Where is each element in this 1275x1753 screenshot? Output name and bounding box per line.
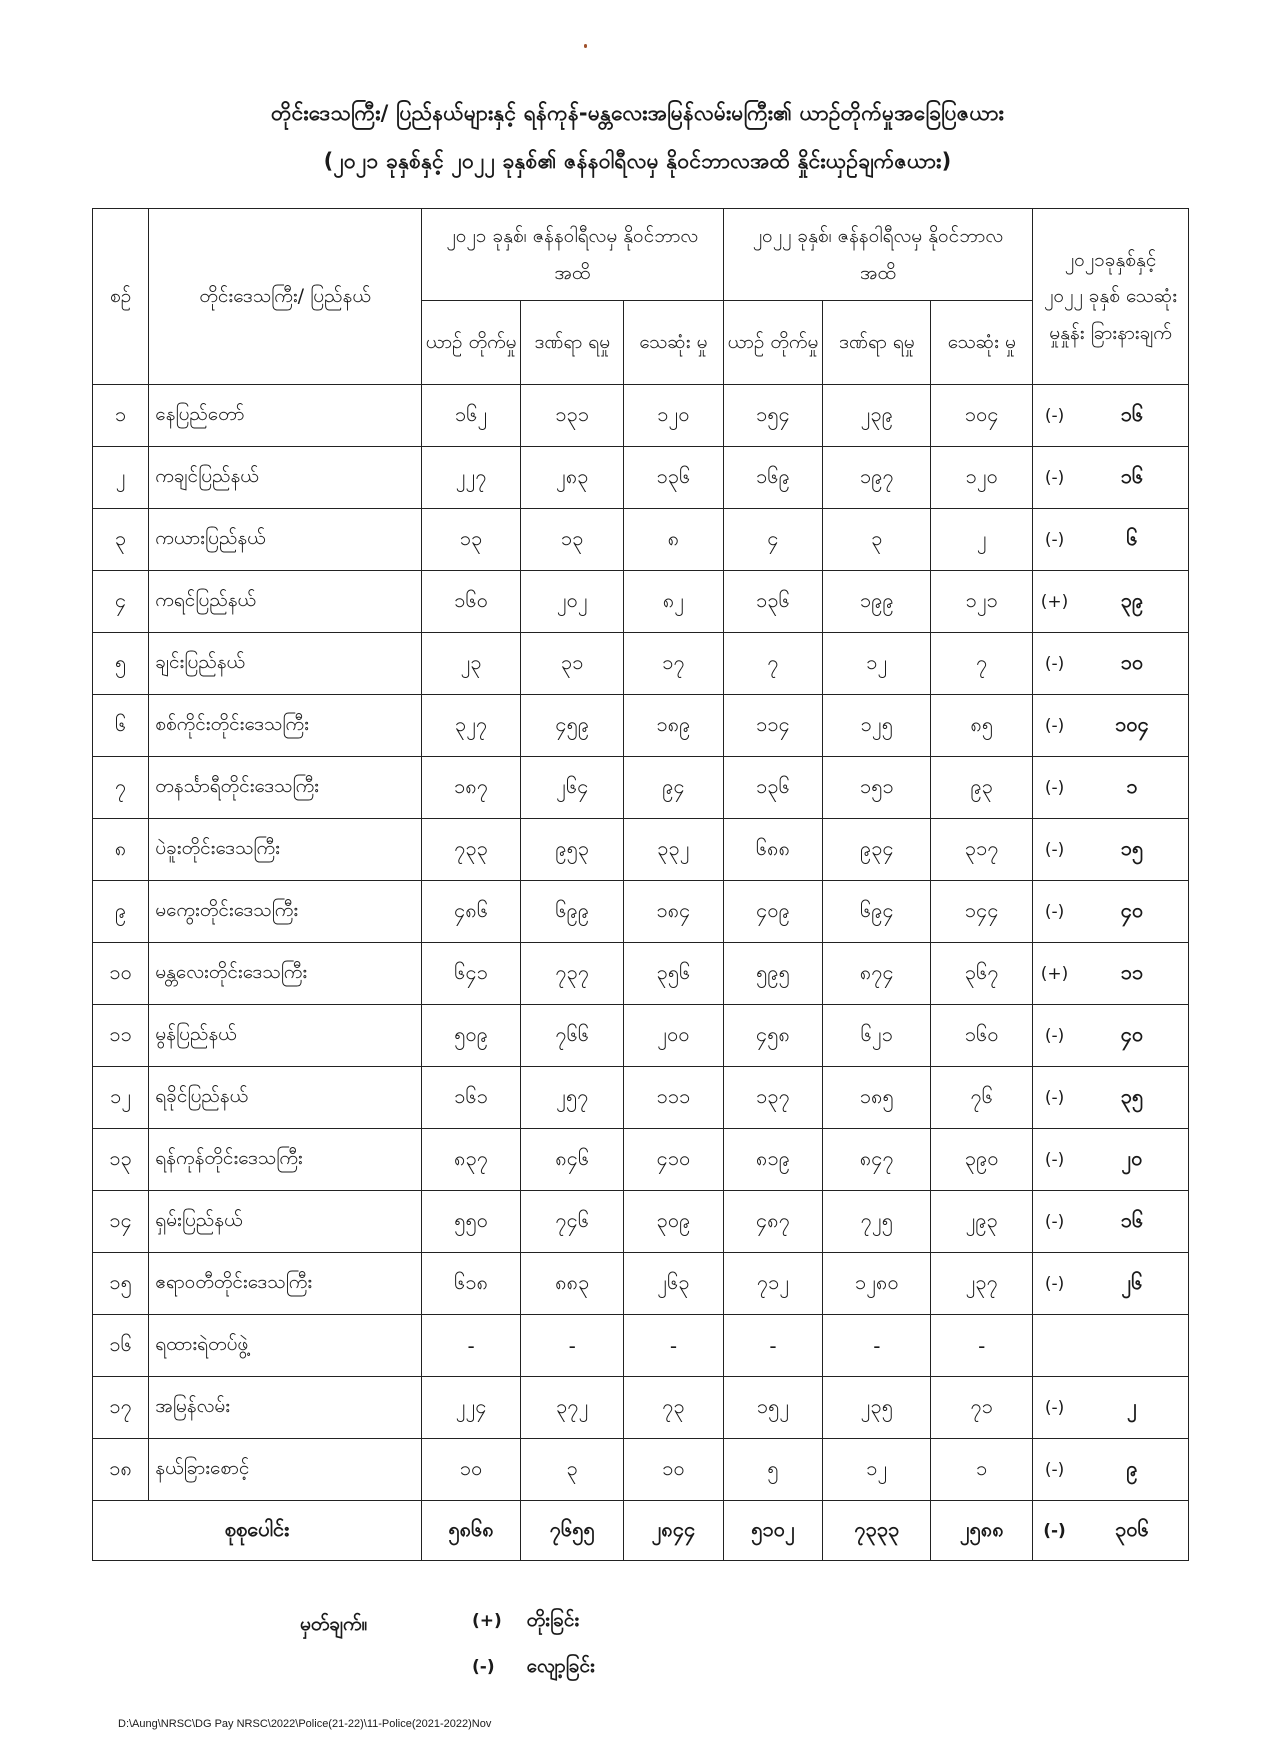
cell-death-difference: ၁၆ bbox=[1076, 447, 1189, 509]
cell-accidents-2021: ၂၂၄ bbox=[421, 1377, 521, 1439]
cell-deaths-2021: - bbox=[624, 1315, 724, 1377]
cell-change-sign: (-) bbox=[1033, 385, 1076, 447]
cell-deaths-2022: ၁၆၀ bbox=[931, 1005, 1033, 1067]
total-label: စုစုပေါင်း bbox=[93, 1501, 422, 1561]
cell-change-sign: (-) bbox=[1033, 881, 1076, 943]
cell-death-difference bbox=[1076, 1315, 1189, 1377]
table-row bbox=[93, 447, 1189, 509]
cell-deaths-2022: ၇၆ bbox=[931, 1067, 1033, 1129]
cell-no: ၁၈ bbox=[93, 1439, 149, 1501]
cell-accidents-2022: ၈၁၉ bbox=[723, 1129, 823, 1191]
cell-accidents-2021: ၈၃၇ bbox=[421, 1129, 521, 1191]
cell-death-difference: ၂၀ bbox=[1076, 1129, 1189, 1191]
cell-no: ၁၃ bbox=[93, 1129, 149, 1191]
table-row bbox=[93, 1439, 1189, 1501]
cell-no: ၉ bbox=[93, 881, 149, 943]
cell-death-difference: ၃၉ bbox=[1076, 571, 1189, 633]
cell-region: မကွေးတိုင်းဒေသကြီး bbox=[149, 881, 422, 943]
cell-region: ကယားပြည်နယ် bbox=[149, 509, 422, 571]
cell-change-sign: (+) bbox=[1033, 943, 1076, 1005]
cell-injured-2021: ၃၇၂ bbox=[521, 1377, 624, 1439]
cell-deaths-2022: ၉၃ bbox=[931, 757, 1033, 819]
cell-change-sign: (-) bbox=[1033, 695, 1076, 757]
cell-injured-2021: ၈၄၆ bbox=[521, 1129, 624, 1191]
cell-accidents-2022: ၁၃၆ bbox=[723, 757, 823, 819]
cell-change-sign: (-) bbox=[1033, 757, 1076, 819]
cell-region: စစ်ကိုင်းတိုင်းဒေသကြီး bbox=[149, 695, 422, 757]
cell-no: ၁၄ bbox=[93, 1191, 149, 1253]
cell-region: နေပြည်တော် bbox=[149, 385, 422, 447]
cell-injured-2022: ၇၂၅ bbox=[823, 1191, 931, 1253]
total-change-sign: (-) bbox=[1033, 1501, 1076, 1561]
cell-deaths-2022: ၂၉၃ bbox=[931, 1191, 1033, 1253]
cell-deaths-2021: ၈၂ bbox=[624, 571, 724, 633]
table-row bbox=[93, 633, 1189, 695]
table-row bbox=[93, 819, 1189, 881]
cell-deaths-2022: ၁၄၄ bbox=[931, 881, 1033, 943]
cell-no: ၁၀ bbox=[93, 943, 149, 1005]
cell-region: ရန်ကုန်တိုင်းဒေသကြီး bbox=[149, 1129, 422, 1191]
table-row bbox=[93, 385, 1189, 447]
legend-symbol: (+) bbox=[472, 1611, 502, 1631]
cell-injured-2021: - bbox=[521, 1315, 624, 1377]
cell-deaths-2022: ၁ bbox=[931, 1439, 1033, 1501]
cell-injured-2022: ၁၂ bbox=[823, 1439, 931, 1501]
cell-accidents-2021: ၁၆၀ bbox=[421, 571, 521, 633]
cell-accidents-2021: ၇၃၃ bbox=[421, 819, 521, 881]
table-row bbox=[93, 509, 1189, 571]
cell-no: ၁ bbox=[93, 385, 149, 447]
cell-change-sign: (-) bbox=[1033, 1439, 1076, 1501]
legend-text: တိုးခြင်း bbox=[526, 1609, 580, 1631]
cell-injured-2022: ၂၃၉ bbox=[823, 385, 931, 447]
cell-deaths-2022: ၁၀၄ bbox=[931, 385, 1033, 447]
cell-deaths-2021: ၃၅၆ bbox=[624, 943, 724, 1005]
header-period-2021: ၂၀၂၁ ခုနှစ်၊ ဇန်နဝါရီလမှ နိုဝင်ဘာလအထိ bbox=[421, 209, 723, 301]
cell-accidents-2021: ၂၃ bbox=[421, 633, 521, 695]
total-injured-2022: ၇၃၃၃ bbox=[823, 1501, 931, 1561]
cell-accidents-2021: ၁၃ bbox=[421, 509, 521, 571]
cell-accidents-2021: ၅၅၀ bbox=[421, 1191, 521, 1253]
cell-death-difference: ၂၆ bbox=[1076, 1253, 1189, 1315]
cell-region: ချင်းပြည်နယ် bbox=[149, 633, 422, 695]
header-death-difference: ၂၀၂၁ခုနှစ်နှင့် ၂၀၂၂ ခုနှစ် သေဆုံးမှုနှုန်း ခြားနားချက် bbox=[1033, 209, 1189, 385]
cell-region: တနင်္သာရီတိုင်းဒေသကြီး bbox=[149, 757, 422, 819]
cell-deaths-2022: ၃၉၀ bbox=[931, 1129, 1033, 1191]
header-accidents-2022: ယာဉ် တိုက်မှု bbox=[723, 301, 823, 385]
cell-injured-2021: ၇၄၆ bbox=[521, 1191, 624, 1253]
cell-death-difference: ၂ bbox=[1076, 1377, 1189, 1439]
cell-death-difference: ၁၁ bbox=[1076, 943, 1189, 1005]
cell-injured-2022: ၉၃၄ bbox=[823, 819, 931, 881]
cell-deaths-2021: ၂၀၀ bbox=[624, 1005, 724, 1067]
cell-region: ရခိုင်ပြည်နယ် bbox=[149, 1067, 422, 1129]
cell-deaths-2022: ၂၃၇ bbox=[931, 1253, 1033, 1315]
cell-injured-2021: ၃ bbox=[521, 1439, 624, 1501]
cell-deaths-2022: ၁၂၁ bbox=[931, 571, 1033, 633]
cell-change-sign: (-) bbox=[1033, 1005, 1076, 1067]
cell-region: ကရင်ပြည်နယ် bbox=[149, 571, 422, 633]
document-subtitle: (၂၀၂၁ ခုနှစ်နှင့် ၂၀၂၂ ခုနှစ်၏ ဇန်နဝါရီလမှ နိုဝင်ဘာလအထိ နှိုင်းယှဉ်ချက်ဇယား) bbox=[323, 149, 952, 173]
table-row bbox=[93, 695, 1189, 757]
cell-injured-2021: ၂၀၂ bbox=[521, 571, 624, 633]
header-deaths-2022: သေဆုံး မှု bbox=[931, 301, 1033, 385]
table-row bbox=[93, 1191, 1189, 1253]
cell-injured-2021: ၄၅၉ bbox=[521, 695, 624, 757]
cell-region: မွန်ပြည်နယ် bbox=[149, 1005, 422, 1067]
cell-injured-2022: ၆၉၄ bbox=[823, 881, 931, 943]
cell-region: ကချင်ပြည်နယ် bbox=[149, 447, 422, 509]
cell-accidents-2021: ၁၈၇ bbox=[421, 757, 521, 819]
cell-deaths-2022: ၇ bbox=[931, 633, 1033, 695]
header-no: စဉ် bbox=[93, 209, 149, 385]
cell-deaths-2021: ၁၈၉ bbox=[624, 695, 724, 757]
cell-deaths-2022: ၇၁ bbox=[931, 1377, 1033, 1439]
cell-accidents-2021: ၃၂၇ bbox=[421, 695, 521, 757]
cell-deaths-2022: ၁၂၀ bbox=[931, 447, 1033, 509]
cell-accidents-2021: - bbox=[421, 1315, 521, 1377]
cell-accidents-2022: ၄၈၇ bbox=[723, 1191, 823, 1253]
cell-change-sign: (-) bbox=[1033, 1129, 1076, 1191]
table-row bbox=[93, 1253, 1189, 1315]
cell-death-difference: ၁၆ bbox=[1076, 385, 1189, 447]
cell-injured-2021: ၂၆၄ bbox=[521, 757, 624, 819]
cell-injured-2022: ၁၂၅ bbox=[823, 695, 931, 757]
cell-accidents-2022: ၁၅၄ bbox=[723, 385, 823, 447]
cell-accidents-2021: ၅၀၉ bbox=[421, 1005, 521, 1067]
accident-comparison-table bbox=[92, 208, 1189, 1561]
cell-deaths-2021: ၉၄ bbox=[624, 757, 724, 819]
cell-deaths-2021: ၁၃၆ bbox=[624, 447, 724, 509]
cell-accidents-2022: ၁၆၉ bbox=[723, 447, 823, 509]
cell-injured-2021: ၃၁ bbox=[521, 633, 624, 695]
file-path-footer: D:\Aung\NRSC\DG Pay NRSC\2022\Police(21-22)\11-Police(2021-2022)Nov bbox=[118, 1718, 492, 1730]
cell-deaths-2021: ၁၁၁ bbox=[624, 1067, 724, 1129]
document-title: တိုင်းဒေသကြီး/ ပြည်နယ်များနှင့် ရန်ကုန်-မန္တလေးအမြန်လမ်းမကြီး၏ ယာဉ်တိုက်မှုအခြေပြဇယား bbox=[270, 101, 1005, 125]
cell-deaths-2021: ၁၈၄ bbox=[624, 881, 724, 943]
table-row bbox=[93, 571, 1189, 633]
total-row bbox=[93, 1501, 1189, 1561]
cell-deaths-2022: ၈၅ bbox=[931, 695, 1033, 757]
cell-injured-2021: ၂၅၇ bbox=[521, 1067, 624, 1129]
cell-accidents-2022: ၆၈၈ bbox=[723, 819, 823, 881]
table-row bbox=[93, 1315, 1189, 1377]
cell-change-sign: (+) bbox=[1033, 571, 1076, 633]
cell-injured-2021: ၆၉၉ bbox=[521, 881, 624, 943]
cell-change-sign: (-) bbox=[1033, 1191, 1076, 1253]
cell-injured-2021: ၇၆၆ bbox=[521, 1005, 624, 1067]
legend-increase bbox=[472, 1608, 579, 1636]
total-deaths-2022: ၂၅၈၈ bbox=[931, 1501, 1033, 1561]
table-row bbox=[93, 757, 1189, 819]
cell-accidents-2022: ၅ bbox=[723, 1439, 823, 1501]
cell-accidents-2021: ၁၆၁ bbox=[421, 1067, 521, 1129]
cell-injured-2022: ၁၅၁ bbox=[823, 757, 931, 819]
cell-death-difference: ၁၀၄ bbox=[1076, 695, 1189, 757]
cell-region: အမြန်လမ်း bbox=[149, 1377, 422, 1439]
cell-injured-2022: ၁၉၇ bbox=[823, 447, 931, 509]
cell-injured-2021: ၁၃ bbox=[521, 509, 624, 571]
cell-death-difference: ၁၅ bbox=[1076, 819, 1189, 881]
table-row bbox=[93, 1067, 1189, 1129]
cell-death-difference: ၃၅ bbox=[1076, 1067, 1189, 1129]
cell-deaths-2021: ၃၃၂ bbox=[624, 819, 724, 881]
cell-no: ၇ bbox=[93, 757, 149, 819]
cell-no: ၈ bbox=[93, 819, 149, 881]
cell-no: ၁၆ bbox=[93, 1315, 149, 1377]
cell-injured-2022: ၈၄၇ bbox=[823, 1129, 931, 1191]
cell-death-difference: ၁၆ bbox=[1076, 1191, 1189, 1253]
cell-accidents-2022: ၁၃၇ bbox=[723, 1067, 823, 1129]
header-region: တိုင်းဒေသကြီး/ ပြည်နယ် bbox=[149, 209, 422, 385]
cell-accidents-2022: - bbox=[723, 1315, 823, 1377]
cell-deaths-2021: ၁၂၀ bbox=[624, 385, 724, 447]
cell-injured-2022: ၈၇၄ bbox=[823, 943, 931, 1005]
cell-injured-2022: ၁၂၈၀ bbox=[823, 1253, 931, 1315]
cell-accidents-2021: ၂၂၇ bbox=[421, 447, 521, 509]
cell-death-difference: ၆ bbox=[1076, 509, 1189, 571]
cell-deaths-2022: ၃၆၇ bbox=[931, 943, 1033, 1005]
cell-change-sign bbox=[1033, 1315, 1076, 1377]
cell-region: နယ်ခြားစောင့် bbox=[149, 1439, 422, 1501]
cell-injured-2021: ၈၈၃ bbox=[521, 1253, 624, 1315]
cell-accidents-2021: ၁၆၂ bbox=[421, 385, 521, 447]
cell-no: ၄ bbox=[93, 571, 149, 633]
cell-death-difference: ၉ bbox=[1076, 1439, 1189, 1501]
cell-change-sign: (-) bbox=[1033, 819, 1076, 881]
total-accidents-2021: ၅၈၆၈ bbox=[421, 1501, 521, 1561]
total-deaths-2021: ၂၈၄၄ bbox=[624, 1501, 724, 1561]
cell-deaths-2021: ၇၃ bbox=[624, 1377, 724, 1439]
cell-accidents-2021: ၁၀ bbox=[421, 1439, 521, 1501]
table-row bbox=[93, 881, 1189, 943]
cell-accidents-2022: ၁၅၂ bbox=[723, 1377, 823, 1439]
cell-no: ၁၅ bbox=[93, 1253, 149, 1315]
cell-injured-2022: ၆၂၁ bbox=[823, 1005, 931, 1067]
cell-change-sign: (-) bbox=[1033, 447, 1076, 509]
header-period-2022: ၂၀၂၂ ခုနှစ်၊ ဇန်နဝါရီလမှ နိုဝင်ဘာလအထိ bbox=[723, 209, 1032, 301]
cell-accidents-2022: ၁၃၆ bbox=[723, 571, 823, 633]
cell-deaths-2021: ၁၇ bbox=[624, 633, 724, 695]
cell-change-sign: (-) bbox=[1033, 1067, 1076, 1129]
cell-change-sign: (-) bbox=[1033, 509, 1076, 571]
cell-deaths-2022: ၃၁၇ bbox=[931, 819, 1033, 881]
cell-accidents-2022: ၄၀၉ bbox=[723, 881, 823, 943]
cell-region: ရထားရဲတပ်ဖွဲ့ bbox=[149, 1315, 422, 1377]
cell-deaths-2021: ၂၆၃ bbox=[624, 1253, 724, 1315]
total-death-difference: ၃၀၆ bbox=[1076, 1501, 1189, 1561]
cell-injured-2021: ၁၃၁ bbox=[521, 385, 624, 447]
cell-deaths-2021: ၃၀၉ bbox=[624, 1191, 724, 1253]
legend-decrease bbox=[472, 1654, 595, 1682]
cell-death-difference: ၁၀ bbox=[1076, 633, 1189, 695]
cell-region: ဧရာဝတီတိုင်းဒေသကြီး bbox=[149, 1253, 422, 1315]
cell-change-sign: (-) bbox=[1033, 1377, 1076, 1439]
cell-injured-2022: ၂၃၅ bbox=[823, 1377, 931, 1439]
legend-symbol: (-) bbox=[472, 1657, 495, 1677]
header-injured-2021: ဒဏ်ရာ ရမှု bbox=[521, 301, 624, 385]
paper-speck bbox=[584, 44, 587, 48]
header-accidents-2021: ယာဉ် တိုက်မှု bbox=[421, 301, 521, 385]
cell-no: ၆ bbox=[93, 695, 149, 757]
header-injured-2022: ဒဏ်ရာ ရမှု bbox=[823, 301, 931, 385]
cell-accidents-2022: ၇၁၂ bbox=[723, 1253, 823, 1315]
cell-accidents-2022: ၇ bbox=[723, 633, 823, 695]
cell-deaths-2021: ၄၁၀ bbox=[624, 1129, 724, 1191]
cell-deaths-2022: ၂ bbox=[931, 509, 1033, 571]
cell-accidents-2021: ၆၁၈ bbox=[421, 1253, 521, 1315]
table-row bbox=[93, 1005, 1189, 1067]
cell-death-difference: ၄၀ bbox=[1076, 881, 1189, 943]
cell-region: ရှမ်းပြည်နယ် bbox=[149, 1191, 422, 1253]
cell-injured-2022: ၃ bbox=[823, 509, 931, 571]
cell-deaths-2021: ၁၀ bbox=[624, 1439, 724, 1501]
cell-accidents-2022: ၄ bbox=[723, 509, 823, 571]
cell-injured-2021: ၇၃၇ bbox=[521, 943, 624, 1005]
total-injured-2021: ၇၆၅၅ bbox=[521, 1501, 624, 1561]
table-row bbox=[93, 943, 1189, 1005]
cell-change-sign: (-) bbox=[1033, 633, 1076, 695]
cell-accidents-2022: ၄၅၈ bbox=[723, 1005, 823, 1067]
cell-accidents-2021: ၆၄၁ bbox=[421, 943, 521, 1005]
cell-injured-2021: ၉၅၃ bbox=[521, 819, 624, 881]
cell-no: ၁၇ bbox=[93, 1377, 149, 1439]
cell-deaths-2022: - bbox=[931, 1315, 1033, 1377]
cell-accidents-2022: ၅၉၅ bbox=[723, 943, 823, 1005]
cell-death-difference: ၁ bbox=[1076, 757, 1189, 819]
cell-accidents-2021: ၄၈၆ bbox=[421, 881, 521, 943]
cell-no: ၅ bbox=[93, 633, 149, 695]
cell-accidents-2022: ၁၁၄ bbox=[723, 695, 823, 757]
cell-region: ပဲခူးတိုင်းဒေသကြီး bbox=[149, 819, 422, 881]
cell-region: မန္တလေးတိုင်းဒေသကြီး bbox=[149, 943, 422, 1005]
cell-injured-2022: - bbox=[823, 1315, 931, 1377]
table-row bbox=[93, 1377, 1189, 1439]
cell-no: ၁၁ bbox=[93, 1005, 149, 1067]
cell-deaths-2021: ၈ bbox=[624, 509, 724, 571]
note-label: မှတ်ချက်။ bbox=[300, 1613, 368, 1635]
cell-injured-2021: ၂၈၃ bbox=[521, 447, 624, 509]
table-row bbox=[93, 1129, 1189, 1191]
cell-injured-2022: ၁၉၉ bbox=[823, 571, 931, 633]
total-accidents-2022: ၅၁၀၂ bbox=[723, 1501, 823, 1561]
cell-no: ၃ bbox=[93, 509, 149, 571]
cell-injured-2022: ၁၈၅ bbox=[823, 1067, 931, 1129]
header-deaths-2021: သေဆုံး မှု bbox=[624, 301, 724, 385]
cell-death-difference: ၄၀ bbox=[1076, 1005, 1189, 1067]
cell-no: ၁၂ bbox=[93, 1067, 149, 1129]
cell-change-sign: (-) bbox=[1033, 1253, 1076, 1315]
legend-text: လျော့ခြင်း bbox=[526, 1655, 595, 1677]
cell-no: ၂ bbox=[93, 447, 149, 509]
cell-injured-2022: ၁၂ bbox=[823, 633, 931, 695]
